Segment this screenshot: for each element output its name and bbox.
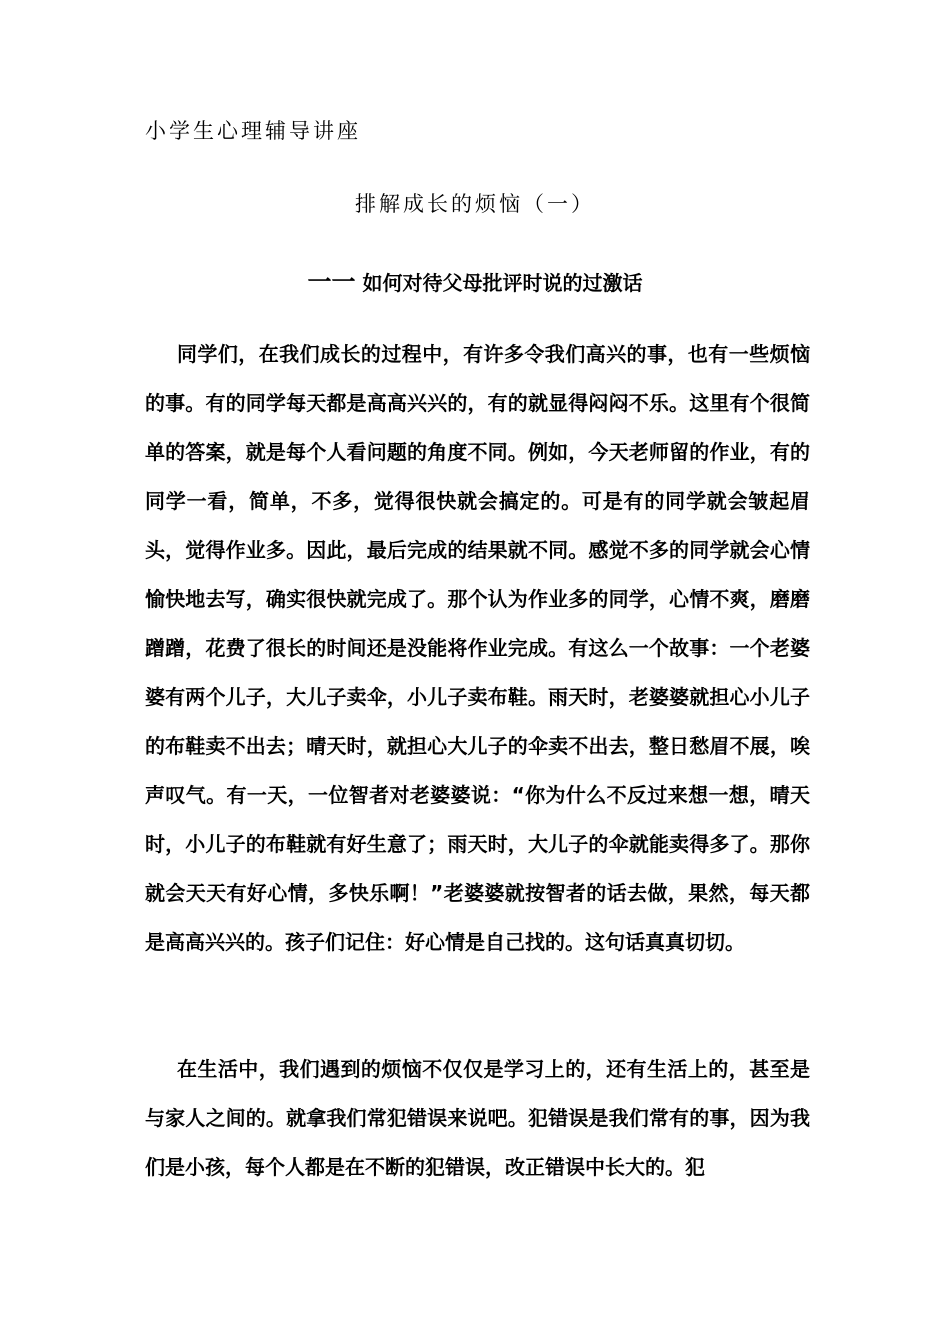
document-title: 排解成长的烦恼（一） [355, 192, 595, 216]
subtitle-text: 如何对待父母批评时说的过激话 [362, 271, 643, 295]
body-paragraph-2: 在生活中，我们遇到的烦恼不仅仅是学习上的，还有生活上的，甚至是与家人之间的。就拿我们常犯错误来说吧。犯错误是我们常有的事，因为我们是小孩，每个人都是在不断的犯错误，改正错误中长大的。犯 [145, 1057, 810, 1179]
document-subtitle [0, 262, 950, 297]
body-paragraph-1: 同学们，在我们成长的过程中，有许多令我们高兴的事，也有一些烦恼的事。有的同学每天都是高高兴兴的，有的就显得闷闷不乐。这里有个很简单的答案，就是每个人看问题的角度不同。例如，今天老师留的作业，有的同学一看，简单，不多，觉得很快就会搞定的。可是有的同学就会皱起眉头，觉得作业多。因此，最后完成的结果就不同。感觉不多的同学就会心情愉快地去写，确实很快就完成了。那个认为作业多的同学，心情不爽，磨磨蹭蹭，花费了很长的时间还是没能将作业完成。有这么一个故事：一个老婆婆有两个儿子，大儿子卖伞，小儿子卖布鞋。雨天时，老婆婆就担心小儿子的布鞋卖不出去；晴天时，就担心大儿子的伞卖不出去，整日愁眉不展，唉声叹气。有一天，一位智者对老婆婆说：“你为什么不反过来想一想，晴天时，小儿子的布鞋就有好生意了；雨天时，大儿子的伞就能卖得多了。那你就会天天有好心情，多快乐啊！”老婆婆就按智者的话去做，果然，每天都是高高兴兴的。孩子们记住：好心情是自己找的。这句话真真切切。 [145, 342, 810, 954]
subtitle-dash: 一一 [307, 268, 356, 296]
document-header: 小学生心理辅导讲座 [145, 119, 361, 143]
